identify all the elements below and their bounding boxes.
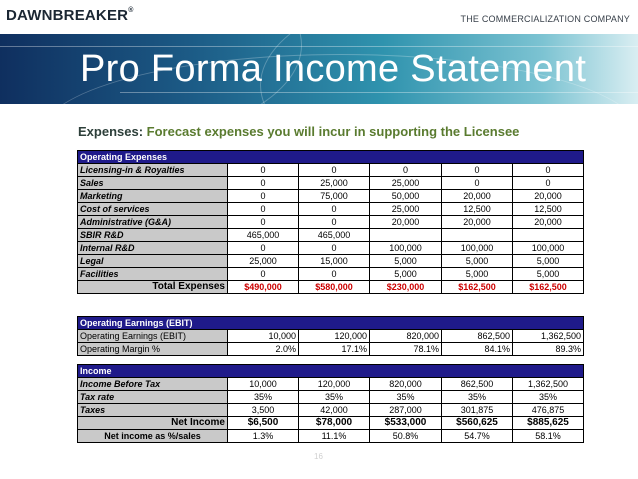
- cell-value: 50,000: [370, 190, 442, 203]
- table-row: [78, 229, 584, 242]
- table-row: [78, 203, 584, 216]
- cell-value: 25,000: [370, 203, 442, 216]
- table-row: [78, 404, 584, 417]
- cell-value: 12,500: [442, 203, 513, 216]
- ebit-table: [77, 316, 584, 356]
- row-label: Net income as %/sales: [78, 430, 228, 443]
- row-label: Operating Earnings (EBIT): [78, 330, 228, 343]
- cell-value: 17.1%: [299, 343, 370, 356]
- cell-value: 0: [299, 242, 370, 255]
- cell-value: 0: [228, 177, 299, 190]
- cell-value: [513, 229, 584, 242]
- row-label: Total Expenses: [78, 281, 228, 294]
- cell-value: 120,000: [299, 378, 370, 391]
- section-subtitle: Expenses: Forecast expenses you will incur in supporting the Licensee: [78, 124, 520, 139]
- table-row: [78, 268, 584, 281]
- table-row: [78, 430, 584, 443]
- table-row: [78, 190, 584, 203]
- page-title: Pro Forma Income Statement: [80, 48, 587, 90]
- row-label: Marketing: [78, 190, 228, 203]
- cell-value: 0: [370, 164, 442, 177]
- cell-value: 89.3%: [513, 343, 584, 356]
- cell-value: $6,500: [228, 417, 299, 430]
- table-row: [78, 343, 584, 356]
- cell-value: 301,875: [442, 404, 513, 417]
- cell-value: 35%: [513, 391, 584, 404]
- table-header-row: [78, 365, 584, 378]
- table-row: [78, 330, 584, 343]
- cell-value: 10,000: [228, 330, 299, 343]
- cell-value: 465,000: [299, 229, 370, 242]
- cell-value: 75,000: [299, 190, 370, 203]
- cell-value: 1,362,500: [513, 378, 584, 391]
- cell-value: 476,875: [513, 404, 584, 417]
- cell-value: 5,000: [513, 255, 584, 268]
- cell-value: 5,000: [370, 268, 442, 281]
- cell-value: 84.1%: [442, 343, 513, 356]
- cell-value: [442, 229, 513, 242]
- cell-value: 20,000: [513, 216, 584, 229]
- row-label: Income Before Tax: [78, 378, 228, 391]
- table-header-row: [78, 151, 584, 164]
- table-row: [78, 164, 584, 177]
- cell-value: 15,000: [299, 255, 370, 268]
- cell-value: $580,000: [299, 281, 370, 294]
- cell-value: 465,000: [228, 229, 299, 242]
- cell-value: 862,500: [442, 330, 513, 343]
- cell-value: 20,000: [442, 190, 513, 203]
- cell-value: [370, 229, 442, 242]
- cell-value: 287,000: [370, 404, 442, 417]
- cell-value: $162,500: [513, 281, 584, 294]
- table-row: [78, 177, 584, 190]
- cell-value: 0: [228, 268, 299, 281]
- cell-value: 0: [228, 242, 299, 255]
- cell-value: 78.1%: [370, 343, 442, 356]
- subtitle-label: Expenses: [78, 124, 139, 139]
- cell-value: $162,500: [442, 281, 513, 294]
- table-row: [78, 216, 584, 229]
- cell-value: 10,000: [228, 378, 299, 391]
- row-label: Legal: [78, 255, 228, 268]
- cell-value: 820,000: [370, 330, 442, 343]
- cell-value: 0: [299, 203, 370, 216]
- brand-logo: DAWNBREAKER®: [6, 7, 134, 24]
- row-label: Operating Margin %: [78, 343, 228, 356]
- row-label: Internal R&D: [78, 242, 228, 255]
- subtitle-text: Forecast expenses you will incur in supporting the Licensee: [146, 124, 520, 139]
- cell-value: 0: [228, 216, 299, 229]
- table-row: [78, 378, 584, 391]
- row-label: Net Income: [78, 417, 228, 430]
- page-number: 16: [314, 452, 323, 461]
- row-label: Tax rate: [78, 391, 228, 404]
- cell-value: 50.8%: [370, 430, 442, 443]
- cell-value: 25,000: [228, 255, 299, 268]
- row-label: Taxes: [78, 404, 228, 417]
- cell-value: $885,625: [513, 417, 584, 430]
- cell-value: $78,000: [299, 417, 370, 430]
- ebit-header: Operating Earnings (EBIT): [78, 317, 584, 330]
- cell-value: 35%: [370, 391, 442, 404]
- cell-value: 5,000: [370, 255, 442, 268]
- row-label: Licensing-in & Royalties: [78, 164, 228, 177]
- cell-value: 100,000: [513, 242, 584, 255]
- cell-value: 20,000: [370, 216, 442, 229]
- cell-value: 25,000: [299, 177, 370, 190]
- cell-value: $560,625: [442, 417, 513, 430]
- cell-value: 2.0%: [228, 343, 299, 356]
- cell-value: 0: [299, 216, 370, 229]
- cell-value: 35%: [299, 391, 370, 404]
- cell-value: 0: [299, 268, 370, 281]
- opex-header: Operating Expenses: [78, 151, 584, 164]
- cell-value: 20,000: [442, 216, 513, 229]
- row-label: Administrative (G&A): [78, 216, 228, 229]
- cell-value: 5,000: [513, 268, 584, 281]
- cell-value: 1,362,500: [513, 330, 584, 343]
- row-label: Cost of services: [78, 203, 228, 216]
- table-row: [78, 417, 584, 430]
- table-row: [78, 242, 584, 255]
- cell-value: 35%: [228, 391, 299, 404]
- cell-value: 42,000: [299, 404, 370, 417]
- cell-value: 20,000: [513, 190, 584, 203]
- cell-value: 100,000: [442, 242, 513, 255]
- cell-value: 11.1%: [299, 430, 370, 443]
- row-label: Sales: [78, 177, 228, 190]
- cell-value: 0: [442, 164, 513, 177]
- cell-value: $490,000: [228, 281, 299, 294]
- cell-value: 0: [513, 164, 584, 177]
- cell-value: 3,500: [228, 404, 299, 417]
- cell-value: $533,000: [370, 417, 442, 430]
- cell-value: $230,000: [370, 281, 442, 294]
- table-row: [78, 391, 584, 404]
- row-label: Facilities: [78, 268, 228, 281]
- cell-value: 54.7%: [442, 430, 513, 443]
- cell-value: 5,000: [442, 255, 513, 268]
- cell-value: 35%: [442, 391, 513, 404]
- cell-value: 0: [513, 177, 584, 190]
- operating-expenses-table: [77, 150, 584, 294]
- cell-value: 0: [442, 177, 513, 190]
- income-table: [77, 364, 584, 443]
- cell-value: 0: [228, 190, 299, 203]
- cell-value: 1.3%: [228, 430, 299, 443]
- cell-value: 862,500: [442, 378, 513, 391]
- cell-value: 100,000: [370, 242, 442, 255]
- cell-value: 0: [228, 203, 299, 216]
- cell-value: 0: [228, 164, 299, 177]
- cell-value: 120,000: [299, 330, 370, 343]
- table-row: [78, 281, 584, 294]
- income-header: Income: [78, 365, 584, 378]
- table-header-row: [78, 317, 584, 330]
- cell-value: 0: [299, 164, 370, 177]
- cell-value: 5,000: [442, 268, 513, 281]
- cell-value: 58.1%: [513, 430, 584, 443]
- cell-value: 25,000: [370, 177, 442, 190]
- brand-tagline: THE COMMERCIALIZATION COMPANY: [460, 14, 630, 24]
- row-label: SBIR R&D: [78, 229, 228, 242]
- cell-value: 820,000: [370, 378, 442, 391]
- cell-value: 12,500: [513, 203, 584, 216]
- table-row: [78, 255, 584, 268]
